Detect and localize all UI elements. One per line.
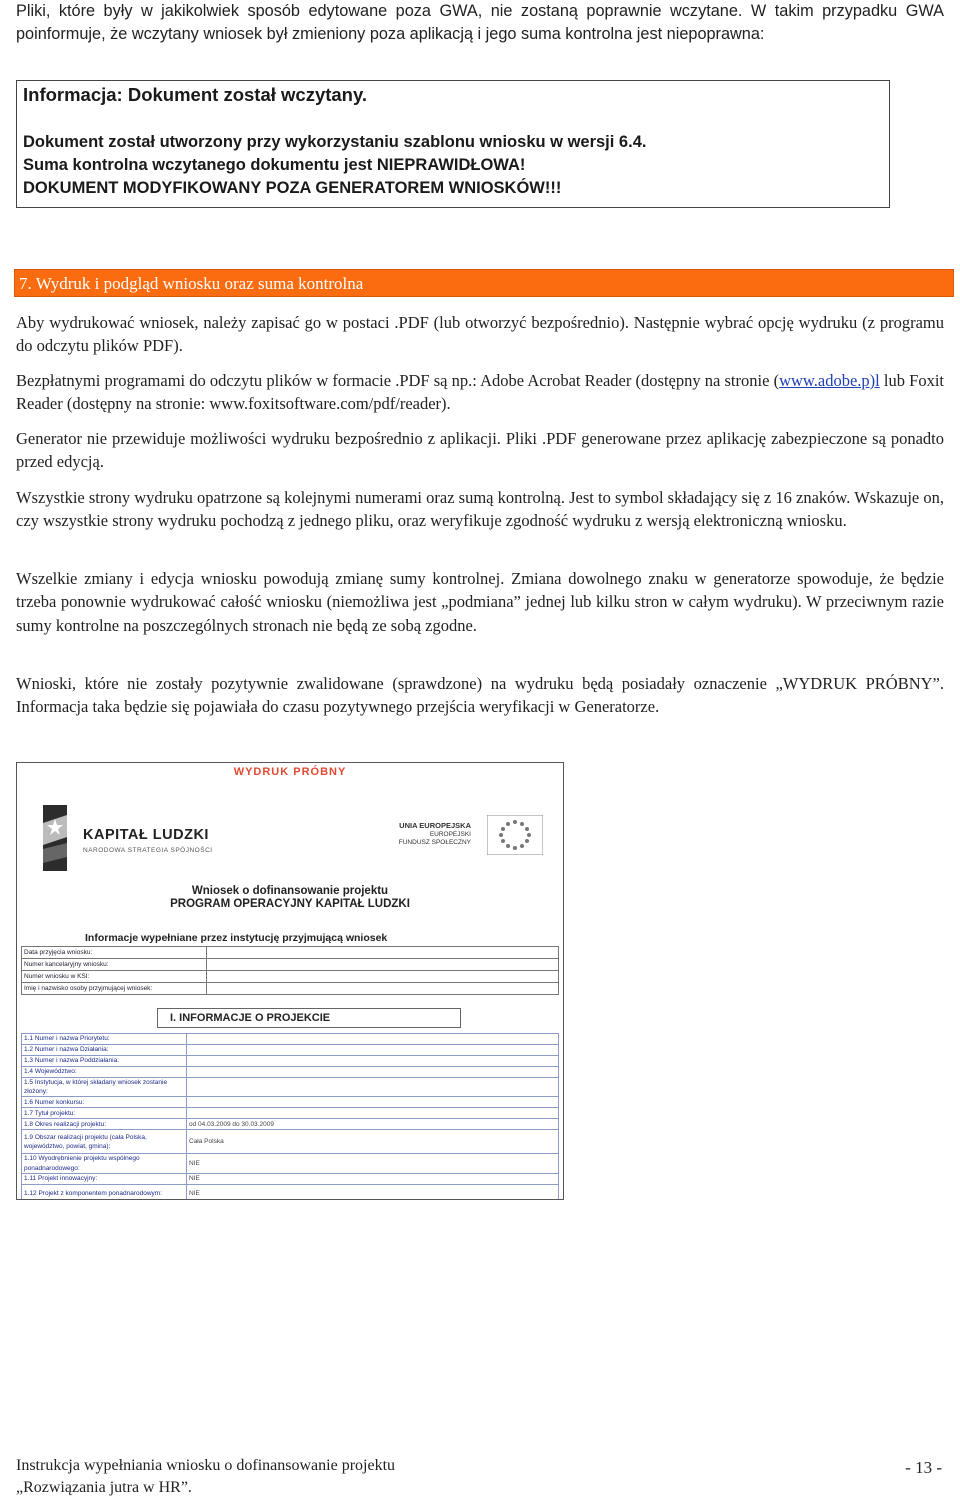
table-row — [22, 1078, 559, 1097]
project-row-value: Cała Polska — [187, 1130, 559, 1154]
table-row — [22, 1119, 559, 1130]
footer-line-1: Instrukcja wypełniania wniosku o dofinansowanie projektu — [16, 1457, 396, 1474]
adobe-link[interactable]: www.adobe.p)l — [779, 371, 880, 390]
paragraph-test-print: Wnioski, które nie zostały pozytywnie zwalidowane (sprawdzone) na wydruku będą posiadały oznaczenie „WYDRUK PRÓBNY”. Informacja taka będzie się pojawiała do czasu pozytywnego przejścia weryfikacji w Generatorze. — [16, 674, 944, 717]
project-row-value — [187, 1056, 559, 1067]
institution-row-value — [207, 959, 559, 971]
paragraph-free-readers-a: Bezpłatnymi programami do odczytu plików w formacie .PDF są np.: Adobe Acrobat Reader (dostępny na stronie ( — [16, 371, 780, 390]
eu-label — [369, 821, 471, 848]
project-row-label: 1.3 Numer i nazwa Poddziałania: — [22, 1056, 187, 1067]
table-row — [22, 1056, 559, 1067]
table-row — [22, 1173, 559, 1184]
eu-line-1: UNIA EUROPEJSKA — [399, 821, 471, 830]
footer-line-2: „Rozwiązania jutra w HR”. — [16, 1478, 192, 1496]
project-row-label: 1.7 Tytuł projektu: — [22, 1108, 187, 1119]
table-row — [22, 1045, 559, 1056]
project-row-label: 1.2 Numer i nazwa Działania: — [22, 1045, 187, 1056]
institution-row-label: Data przyjęcia wniosku: — [22, 947, 207, 959]
project-row-value — [187, 1067, 559, 1078]
application-title-line-2: PROGRAM OPERACYJNY KAPITAŁ LUDZKI — [170, 898, 410, 911]
table-row — [22, 959, 559, 971]
project-row-label: 1.10 Wyodrębnienie projektu wspólnego ponadnarodowego: — [22, 1154, 187, 1173]
project-row-label: 1.1 Numer i nazwa Priorytetu: — [22, 1034, 187, 1045]
project-row-value — [187, 1045, 559, 1056]
project-row-value — [187, 1108, 559, 1119]
project-row-value — [187, 1078, 559, 1097]
kapital-ludzki-subtitle: NARODOWA STRATEGIA SPÓJNOŚCI — [83, 847, 213, 854]
table-row — [22, 1097, 559, 1108]
institution-section-heading: Informacje wypełniane przez instytucję przyjmującą wniosek — [85, 932, 388, 944]
eu-flag-icon — [487, 815, 543, 855]
table-row — [22, 1067, 559, 1078]
project-row-value — [187, 1034, 559, 1045]
info-line-3: DOKUMENT MODYFIKOWANY POZA GENERATOREM WNIOSKÓW!!! — [23, 179, 562, 197]
institution-row-label: Imię i nazwisko osoby przyjmującej wniosek: — [22, 983, 207, 995]
section-heading: 7. Wydruk i podgląd wniosku oraz suma kontrolna — [14, 269, 954, 297]
project-row-label: 1.4 Województwo: — [22, 1067, 187, 1078]
table-row — [22, 947, 559, 959]
kapital-ludzki-title: KAPITAŁ LUDZKI — [83, 827, 209, 843]
institution-row-label: Numer kancelaryjny wniosku: — [22, 959, 207, 971]
table-row — [22, 1184, 559, 1200]
table-row — [22, 1154, 559, 1173]
project-row-value: od 04.03.2009 do 30.03.2009 — [187, 1119, 559, 1130]
paragraph-checksum-changes: Wszelkie zmiany i edycja wniosku powodują zmianę sumy kontrolnej. Zmiana dowolnego znaku w generatorze spowoduje, że będzie trzeba ponownie wydrukować całość wniosku (niemożliwa jest „podmiana” jednej lub kilku stron w całym wydruku). W przeciwnym razie sumy kontrolne na poszczególnych stronach nie będą ze sobą zgodne. — [16, 569, 944, 635]
table-row — [22, 971, 559, 983]
project-row-label: 1.8 Okres realizacji projektu: — [22, 1119, 187, 1130]
info-screenshot — [16, 80, 890, 208]
project-row-label: 1.9 Obszar realizacji projektu (cała Polska, województwo, powiat, gmina): — [22, 1130, 187, 1154]
info-line-2: Suma kontrolna wczytanego dokumentu jest NIEPRAWIDŁOWA! — [23, 156, 526, 174]
test-print-watermark: WYDRUK PRÓBNY — [233, 766, 347, 778]
project-row-value — [187, 1097, 559, 1108]
eu-line-2: EUROPEJSKI — [429, 830, 471, 838]
info-title: Informacja: Dokument został wczytany. — [23, 84, 368, 105]
paragraph-free-readers-b: lub Foxit Reader (dostępny na stronie: www.foxitsoftware.com/pdf/reader). — [16, 371, 944, 414]
table-row — [22, 1108, 559, 1119]
institution-row-value — [207, 947, 559, 959]
project-info-table — [21, 1033, 559, 1200]
page-number: - 13 - — [905, 1458, 942, 1477]
form-screenshot — [16, 762, 564, 1200]
paragraph-page-numbers: Wszystkie strony wydruku opatrzone są kolejnymi numerami oraz sumą kontrolną. Jest to symbol składający się z 16 znaków. Wskazuje on, czy wszystkie strony wydruku pochodzą z jednego pliku, oraz weryfikuje zgodność wydruku z wersją elektroniczną wniosku. — [16, 488, 944, 531]
institution-row-label: Numer wniosku w KSI: — [22, 971, 207, 983]
table-row — [22, 983, 559, 995]
application-title-line-1: Wniosek o dofinansowanie projektu — [191, 885, 389, 897]
project-row-value: NIE — [187, 1173, 559, 1184]
application-title — [17, 885, 563, 911]
kapital-ludzki-logo-icon — [35, 805, 75, 873]
project-row-value: NIE — [187, 1154, 559, 1173]
institution-table — [21, 946, 559, 995]
project-row-label: 1.5 Instytucja, w której składany wniosek zostanie złożony: — [22, 1078, 187, 1097]
project-info-heading: I. INFORMACJE O PROJEKCIE — [157, 1008, 461, 1028]
project-row-value: NIE — [187, 1184, 559, 1200]
paragraph-no-direct-print: Generator nie przewiduje możliwości wydruku bezpośrednio z aplikacji. Pliki .PDF generowane przez aplikację zabezpieczone są ponadto przed edycją. — [16, 429, 944, 472]
intro-paragraph: Pliki, które były w jakikolwiek sposób edytowane poza GWA, nie zostaną poprawnie wczytane. W takim przypadku GWA poinformuje, że wczytany wniosek był zmieniony poza aplikacją i jego suma kontrolna jest niepoprawna: — [16, 2, 944, 44]
project-row-label: 1.12 Projekt z komponentem ponadnarodowym: — [22, 1184, 187, 1200]
project-row-label: 1.6 Numer konkursu: — [22, 1097, 187, 1108]
paragraph-pdf-save: Aby wydrukować wniosek, należy zapisać go w postaci .PDF (lub otworzyć bezpośrednio). Następnie wybrać opcję wydruku (z programu do odczytu plików PDF). — [16, 313, 944, 356]
footer-document-title — [16, 1455, 395, 1498]
project-row-label: 1.11 Projekt innowacyjny: — [22, 1173, 187, 1184]
table-row — [22, 1130, 559, 1154]
institution-row-value — [207, 971, 559, 983]
paragraph-free-readers — [16, 369, 944, 416]
table-row — [22, 1034, 559, 1045]
eu-line-3: FUNDUSZ SPOŁECZNY — [398, 839, 471, 847]
info-line-1: Dokument został utworzony przy wykorzystaniu szablonu wniosku w wersji 6.4. — [23, 133, 647, 151]
institution-row-value — [207, 983, 559, 995]
